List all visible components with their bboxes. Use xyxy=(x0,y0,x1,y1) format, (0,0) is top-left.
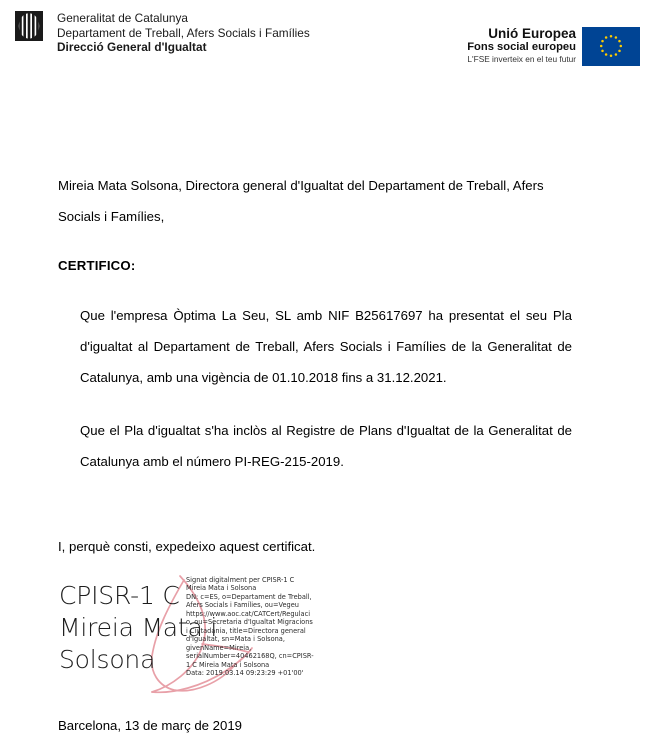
signature-detail-dn: DN: c=ES, o=Departament de Treball, Afers Socials i Famílies, ou=Vegeu https://www.aoc.cat/CATCert/Regulacio, ou=Secretaria d'Igualtat Migracions i Ciutadania, title=Directora general d'Igualtat, sn=Mata i Solsona, givenName=Mireia, serialNumber=40462168Q, cn=CPISR-1 C Mireia Mata i Solsona xyxy=(186,592,314,669)
org-line-generalitat: Generalitat de Catalunya xyxy=(57,11,188,25)
generalitat-catalunya-shield-icon xyxy=(14,10,44,42)
eu-tagline: L'FSE inverteix en el teu futur xyxy=(467,54,576,64)
signature-display-name: CPISR-1 C Mireia Mata i Solsona xyxy=(59,581,218,674)
org-line-direccio: Direcció General d'Igualtat xyxy=(57,40,207,54)
digital-signature-block xyxy=(52,574,342,699)
eu-text-block xyxy=(467,26,582,65)
closing-statement: I, perquè consti, expedeixo aquest certificat. xyxy=(58,539,316,554)
place-and-date: Barcelona, 13 de març de 2019 xyxy=(58,718,243,733)
signature-detail-signer: Signat digitalment per CPISR-1 C Mireia Mata i Solsona xyxy=(186,576,295,593)
certifico-heading: CERTIFICO: xyxy=(58,258,136,273)
certificate-paragraph-1: Que l'empresa Òptima La Seu, SL amb NIF B25617697 ha presentat el seu Pla d'igualtat al Departament de Treball, Afers Socials i Famílies de la Generalitat de Catalunya, amb una vigència de 01.10.2018 fins a 31.12.2021. xyxy=(80,308,572,385)
certificate-paragraph-2: Que el Pla d'igualtat s'ha inclòs al Registre de Plans d'Igualtat de la Generalitat de Catalunya amb el número PI-REG-215-2019. xyxy=(80,423,572,469)
organization-name-block xyxy=(57,11,310,55)
signature-details-text xyxy=(186,576,314,677)
org-line-departament: Departament de Treball, Afers Socials i Famílies xyxy=(57,25,310,40)
recipient-intro-paragraph: Mireia Mata Solsona, Directora general d'Igualtat del Departament de Treball, Afers Socials i Famílies, xyxy=(58,178,544,224)
european-union-emblem-block xyxy=(467,26,640,66)
document-header xyxy=(0,0,646,78)
eu-title: Unió Europea xyxy=(488,26,576,41)
european-union-flag-icon xyxy=(582,27,640,66)
eu-fund-name: Fons social europeu xyxy=(467,41,576,53)
signature-detail-date: Data: 2019.03.14 09:23:29 +01'00' xyxy=(186,668,304,677)
